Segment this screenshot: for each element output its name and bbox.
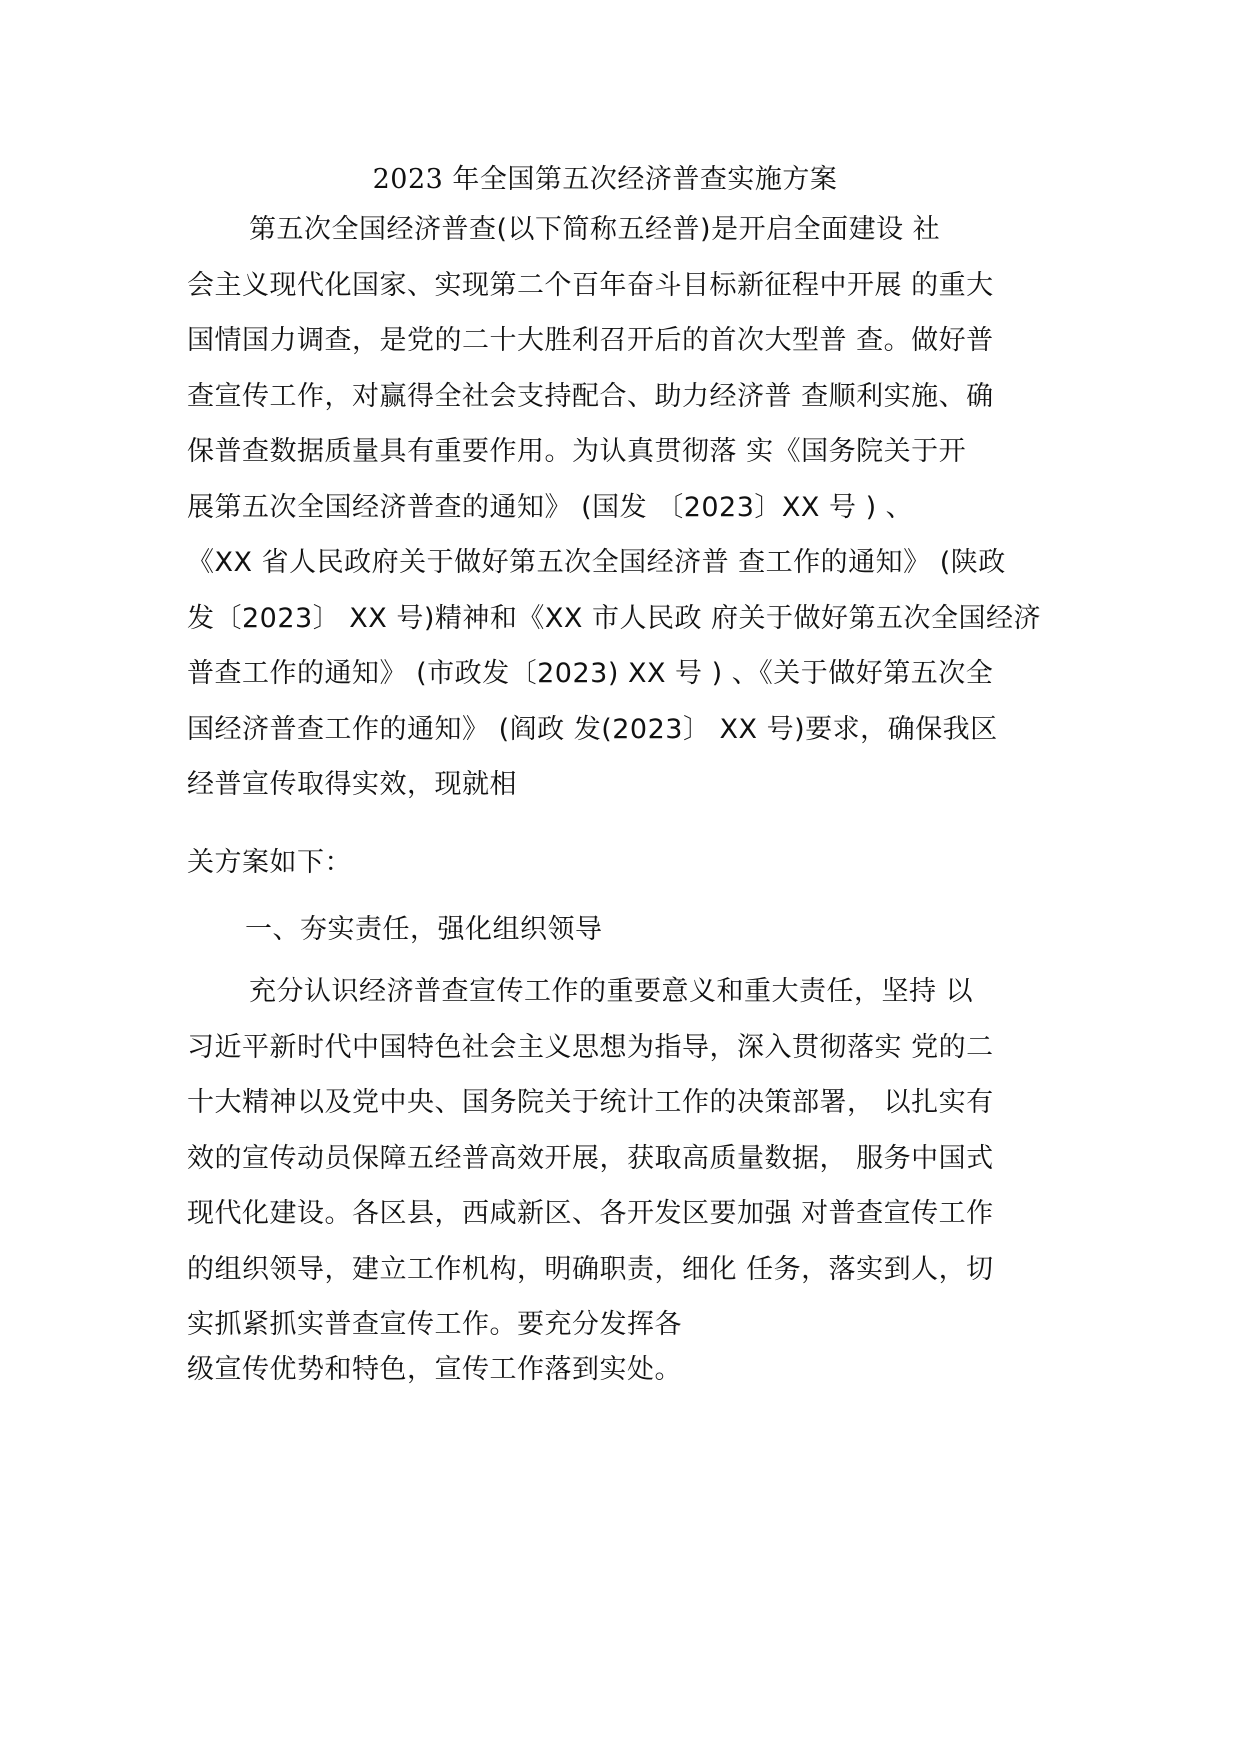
intro-line: 《XX 省人民政府关于做好第五次全国经济普 查工作的通知》 (陕政: [187, 547, 1006, 578]
section-line: 充分认识经济普查宣传工作的重要意义和重大责任，坚持 以: [249, 976, 974, 1007]
section-line: 十大精神以及党中央、国务院关于统计工作的决策部署， 以扎实有: [187, 1087, 994, 1118]
intro-line: 保普查数据质量具有重要作用。为认真贯彻落 实《国务院关于开: [187, 436, 967, 467]
section-tail-line: 级宣传优势和特色，宣传工作落到实处。: [187, 1354, 682, 1385]
intro-line: 发〔2023〕 XX 号)精神和《XX 市人民政 府关于做好第五次全国经济: [187, 602, 1042, 634]
section-heading-block: [187, 902, 1087, 958]
intro-tail-line: 关方案如下：: [187, 847, 352, 878]
section-line: 现代化建设。各区县，西咸新区、各开发区要加强 对普查宣传工作: [187, 1198, 994, 1229]
document-title: 2023 年全国第五次经济普查实施方案: [372, 164, 838, 195]
intro-line: 经普宣传取得实效，现就相: [187, 769, 517, 800]
intro-line: 第五次全国经济普查(以下简称五经普)是开启全面建设 社: [249, 214, 941, 245]
section-paragraph: [187, 964, 1087, 1353]
intro-line: 国情国力调查，是党的二十大胜利召开后的首次大型普 查。做好普: [187, 325, 994, 356]
intro-line: 查宣传工作，对赢得全社会支持配合、助力经济普 查顺利实施、确: [187, 380, 994, 412]
intro-tail-paragraph: [187, 835, 1087, 891]
section-line: 习近平新时代中国特色社会主义思想为指导，深入贯彻落实 党的二: [187, 1031, 994, 1063]
section-heading: 一、夯实责任，强化组织领导: [245, 914, 603, 945]
intro-line: 展第五次全国经济普查的通知》 (国发 〔2023〕XX 号 ) 、: [187, 491, 914, 523]
section-line: 效的宣传动员保障五经普高效开展，获取高质量数据， 服务中国式: [187, 1142, 994, 1174]
section-tail-paragraph: [187, 1342, 1087, 1398]
section-line: 实抓紧抓实普查宣传工作。要充分发挥各: [187, 1309, 682, 1340]
intro-line: 会主义现代化国家、实现第二个百年奋斗目标新征程中开展 的重大: [187, 269, 994, 301]
intro-paragraph: [187, 202, 1087, 813]
intro-line: 普查工作的通知》 (市政发〔2023) XX 号 ) 、《关于做好第五次全: [187, 658, 994, 689]
section-line: 的组织领导，建立工作机构，明确职责，细化 任务，落实到人，切: [187, 1253, 994, 1285]
intro-line: 国经济普查工作的通知》 (阎政 发(2023〕 XX 号)要求，确保我区: [187, 713, 998, 745]
